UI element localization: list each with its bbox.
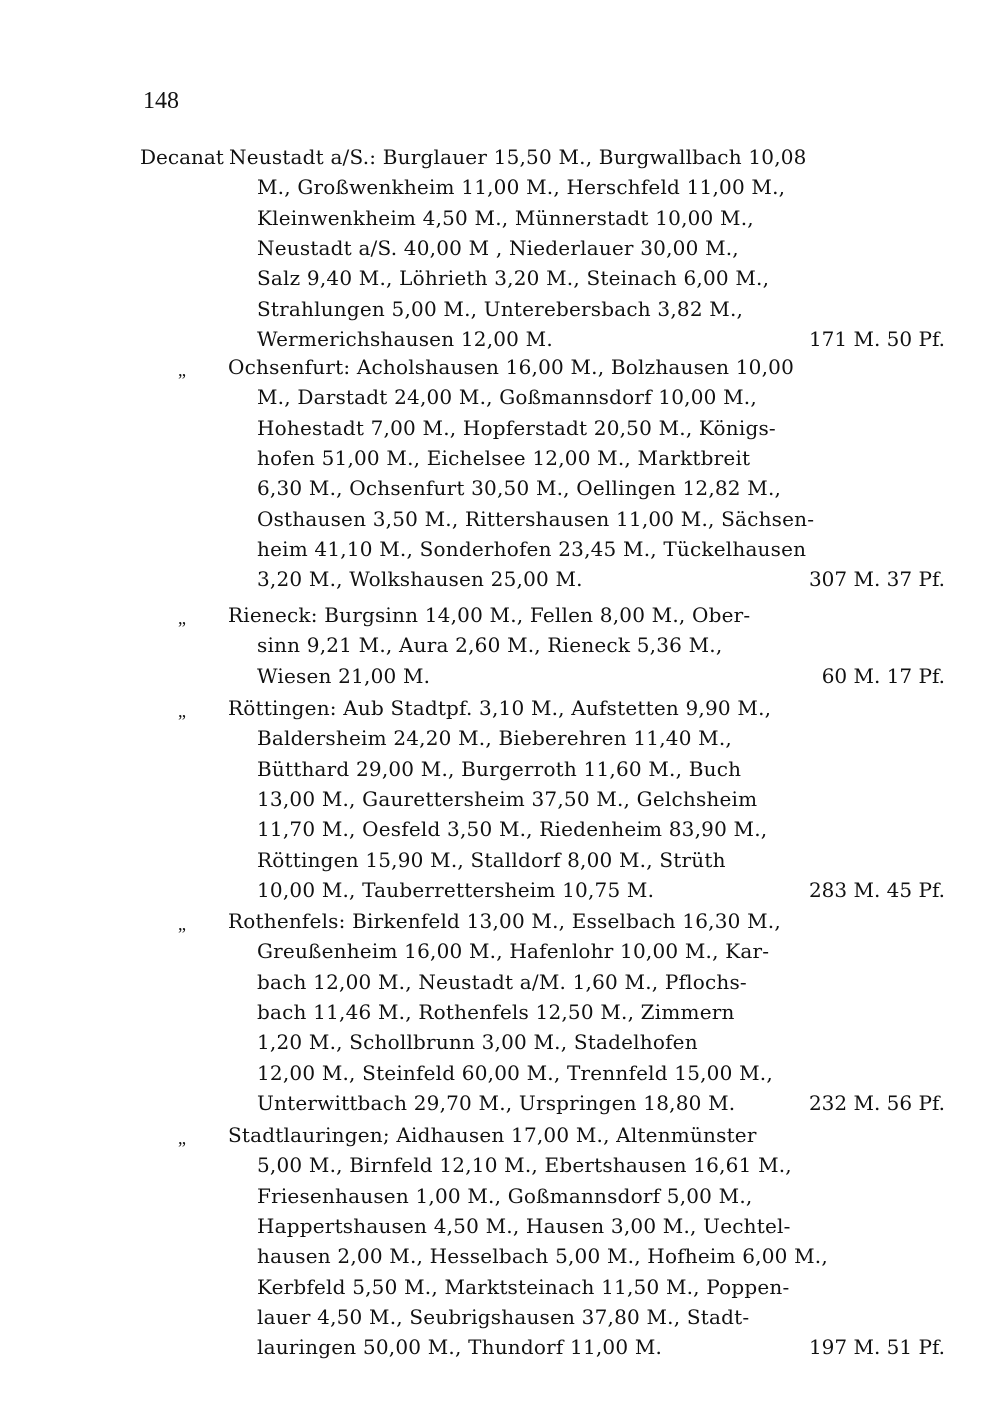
entry-text-line: Unterwittbach 29,70 M., Urspringen 18,80 M. (257, 1090, 736, 1115)
entry-text-line: Bütthard 29,00 M., Burgerroth 11,60 M., Buch (257, 756, 742, 781)
entry-text-line: hausen 2,00 M., Hesselbach 5,00 M., Hofheim 6,00 M., (257, 1244, 828, 1269)
entry-text-line: lauringen 50,00 M., Thundorf 11,00 M. (257, 1335, 663, 1360)
entry-total: 232 M. 56 Pf. (808, 1090, 945, 1115)
entry-text-line: Neustadt a/S. 40,00 M , Niederlauer 30,00 M., (257, 235, 739, 260)
entry-text-line: Wermerichshausen 12,00 M. (257, 326, 553, 351)
entry-text-line: 11,70 M., Oesfeld 3,50 M., Riedenheim 83,90 M., (257, 817, 768, 842)
entry-text-line: Salz 9,40 M., Löhrieth 3,20 M., Steinach 6,00 M., (257, 266, 770, 291)
entry-text-line: heim 41,10 M., Sonderhofen 23,45 M., Tückelhausen (257, 536, 807, 561)
entry-text-line: sinn 9,21 M., Aura 2,60 M., Rieneck 5,36 M., (257, 633, 723, 658)
ditto-mark: „ (178, 701, 186, 721)
entry-total: 171 M. 50 Pf. (808, 326, 945, 351)
entry-text-line: 1,20 M., Schollbrunn 3,00 M., Stadelhofen (257, 1030, 698, 1055)
entry-text-line: 13,00 M., Gaurettersheim 37,50 M., Gelchsheim (257, 786, 758, 811)
entry-text-line: 10,00 M., Tauberrettersheim 10,75 M. (257, 877, 655, 902)
entry-heading-line: Neustadt a/S.: Burglauer 15,50 M., Burgwallbach 10,08 (229, 145, 807, 169)
ditto-mark: „ (178, 914, 186, 934)
entry-text-line: Osthausen 3,50 M., Rittershausen 11,00 M., Sächsen- (257, 506, 815, 531)
entry-heading-line: Ochsenfurt: Acholshausen 16,00 M., Bolzhausen 10,00 (228, 355, 795, 379)
entry-heading-line: Rieneck: Burgsinn 14,00 M., Fellen 8,00 M., Ober- (228, 603, 751, 627)
entry-text-line: Kleinwenkheim 4,50 M., Münnerstadt 10,00 M., (257, 205, 754, 230)
entry-total: 283 M. 45 Pf. (808, 877, 945, 902)
entry-total: 197 M. 51 Pf. (808, 1335, 945, 1360)
entry-heading-line: Rothenfels: Birkenfeld 13,00 M., Esselbach 16,30 M., (228, 909, 781, 933)
entry-text-line: Strahlungen 5,00 M., Unterebersbach 3,82 M., (257, 296, 744, 321)
entry-text-line: Greußenheim 16,00 M., Hafenlohr 10,00 M., Kar- (257, 939, 770, 964)
entry-heading-line: Stadtlauringen; Aidhausen 17,00 M., Altenmünster (228, 1123, 757, 1147)
entry-text-line: Baldersheim 24,20 M., Bieberehren 11,40 M., (257, 726, 732, 751)
entry-text-line: Wiesen 21,00 M. (257, 663, 431, 688)
entry-text-line: M., Großwenkheim 11,00 M., Herschfeld 11,00 M., (257, 175, 786, 200)
entry-text-line: M., Darstadt 24,00 M., Goßmannsdorf 10,00 M., (257, 385, 757, 410)
entry-text-line: 12,00 M., Steinfeld 60,00 M., Trennfeld 15,00 M., (257, 1060, 773, 1085)
entry-total: 307 M. 37 Pf. (808, 567, 945, 592)
entry-text-line: 5,00 M., Birnfeld 12,10 M., Ebertshausen 16,61 M., (257, 1153, 792, 1178)
entry-text-line: 6,30 M., Ochsenfurt 30,50 M., Oellingen 12,82 M., (257, 476, 782, 501)
entry-text-line: hofen 51,00 M., Eichelsee 12,00 M., Marktbreit (257, 445, 751, 470)
entry-text-line: Röttingen 15,90 M., Stalldorf 8,00 M., Strüth (257, 847, 726, 872)
entry-text-line: Hohestadt 7,00 M., Hopferstadt 20,50 M., Königs- (257, 415, 776, 440)
entry-text-line: bach 11,46 M., Rothenfels 12,50 M., Zimmern (257, 999, 735, 1024)
ditto-mark: „ (178, 360, 186, 380)
entry-text-line: 3,20 M., Wolkshausen 25,00 M. (257, 567, 583, 592)
ditto-mark: „ (178, 608, 186, 628)
entry-total: 60 M. 17 Pf. (821, 663, 945, 688)
entry-text-line: lauer 4,50 M., Seubrigshausen 37,80 M., Stadt- (257, 1304, 750, 1329)
entry-text-line: bach 12,00 M., Neustadt a/M. 1,60 M., Pflochs- (257, 969, 747, 994)
entry-heading-line: Röttingen: Aub Stadtpf. 3,10 M., Aufstetten 9,90 M., (228, 696, 772, 720)
ditto-mark: „ (178, 1128, 186, 1148)
entry-text-line: Friesenhausen 1,00 M., Goßmannsdorf 5,00 M., (257, 1183, 753, 1208)
page-number: 148 (143, 88, 179, 114)
entry-text-line: Kerbfeld 5,50 M., Marktsteinach 11,50 M., Poppen- (257, 1274, 790, 1299)
entry-text-line: Happertshausen 4,50 M., Hausen 3,00 M., Uechtel- (257, 1213, 791, 1238)
decanat-label: Decanat (140, 145, 224, 169)
